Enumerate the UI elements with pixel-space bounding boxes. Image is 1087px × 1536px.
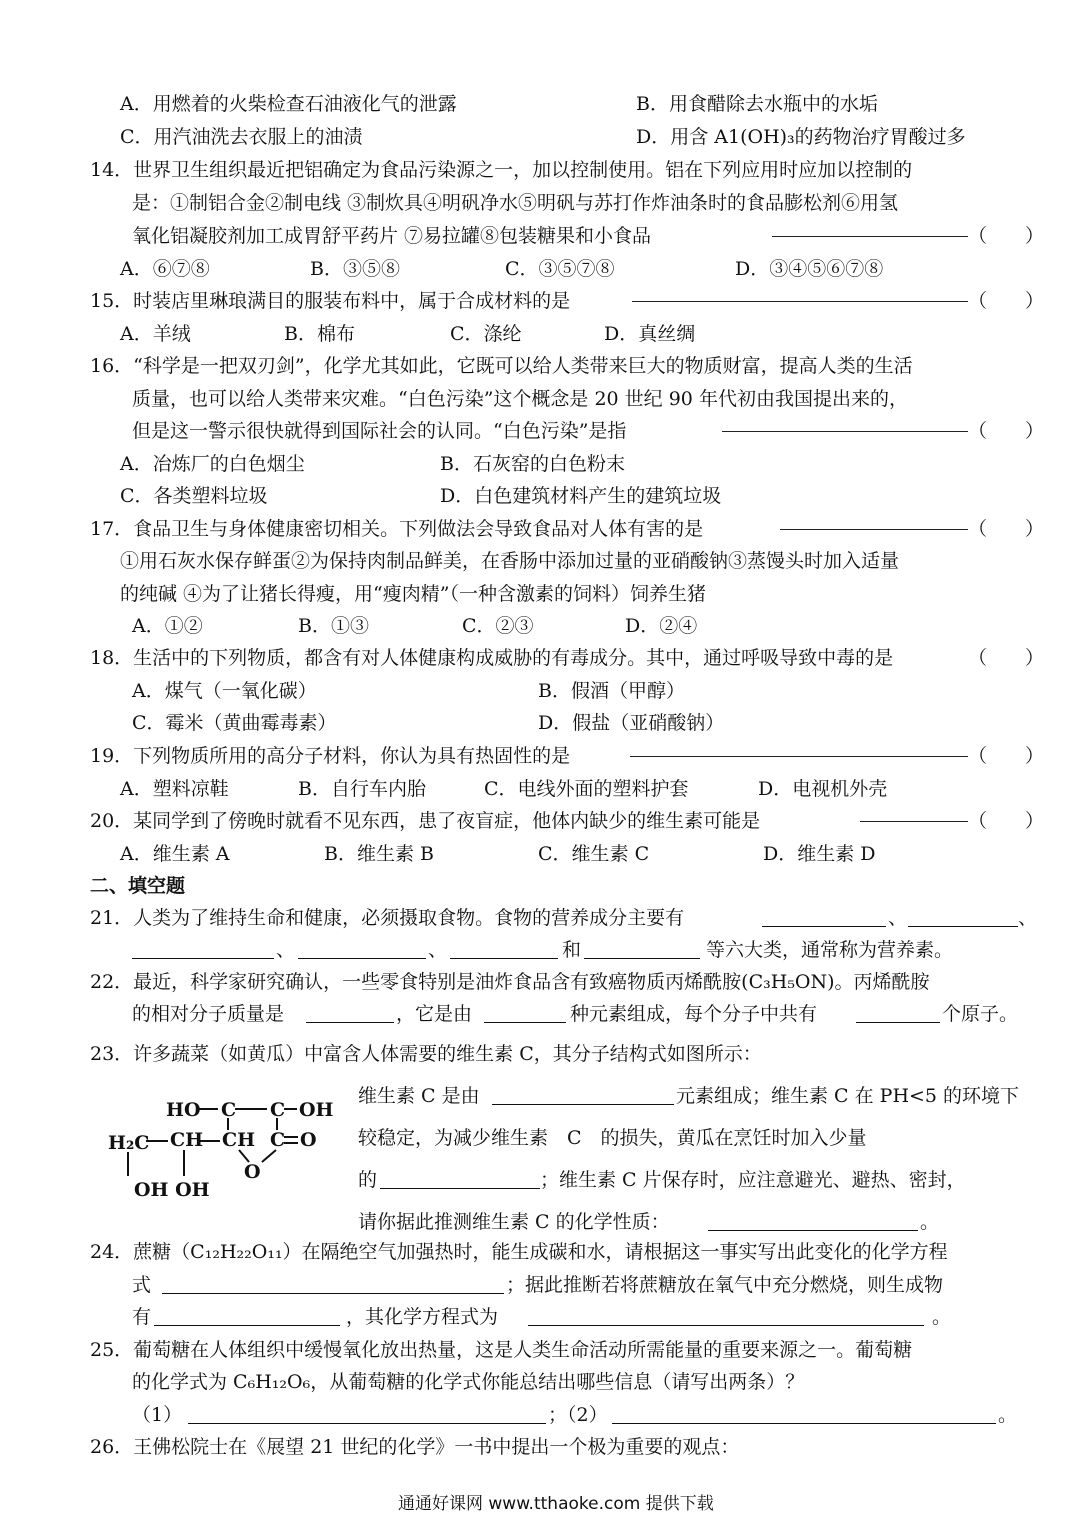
q25-text-1: （1）	[132, 1404, 183, 1426]
q23-line-1: 23．许多蔬菜（如黄瓜）中富含人体需要的维生素 C，其分子结构式如图所示：	[90, 1043, 762, 1065]
q16-option-a: A．冶炼厂的白色烟尘	[120, 453, 305, 475]
q22-blank-mass[interactable]	[306, 1022, 394, 1023]
q19-answer-paren[interactable]: （ ）	[968, 745, 1045, 767]
q17-answer-leader	[780, 529, 968, 530]
q21-line-1: 21．人类为了维持生命和健康，必须摄取食物。食物的营养成分主要有	[90, 907, 685, 929]
q24-blank-products[interactable]	[154, 1325, 340, 1326]
q18-line-1: 18．生活中的下列物质，都含有对人体健康构成威胁的有毒成分。其中，通过呼吸导致中毒的是	[90, 647, 894, 669]
q21-blank-4[interactable]	[298, 958, 426, 959]
q25-blank-2[interactable]	[612, 1423, 996, 1424]
q19-option-c: C．电线外面的塑料护套	[484, 778, 689, 800]
q19-answer-leader	[630, 756, 968, 757]
q20-option-d: D．维生素 D	[763, 843, 876, 865]
struct-c-upper-right: C	[270, 1099, 286, 1121]
q18-option-b: B．假酒（甲醇）	[538, 680, 685, 702]
q14-option-a: A．⑥⑦⑧	[120, 258, 210, 280]
q14-answer-leader	[772, 236, 968, 237]
q18-option-c: C．霉米（黄曲霉毒素）	[132, 712, 337, 734]
q17-line-3: 的纯碱 ④为了让猪长得瘦，用“瘦肉精”（一种含激素的饲料）饲养生猪	[120, 583, 706, 605]
q17-answer-paren[interactable]: （ ）	[968, 518, 1045, 540]
q13-option-c: C．用汽油洗去衣服上的油渍	[120, 126, 363, 148]
q14-line-1: 14．世界卫生组织最近把铝确定为食品污染源之一，加以控制使用。铝在下列应用时应加以控制的	[90, 159, 913, 181]
q20-option-a: A．维生素 A	[120, 843, 230, 865]
q14-option-b: B．③⑤⑧	[310, 258, 400, 280]
struct-c-carbonyl: C	[270, 1129, 286, 1151]
q25-text-2: ；（2）	[548, 1404, 608, 1426]
q21-blank-6[interactable]	[584, 958, 700, 959]
q24-text-2: ；据此推断若将蔗糖放在氧气中充分燃烧，则生成物	[506, 1274, 944, 1296]
q21-tail: 等六大类，通常称为营养素。	[706, 939, 954, 961]
q21-blank-2[interactable]	[908, 926, 1018, 927]
q25-text-3: 。	[998, 1404, 1018, 1426]
q16-line-3: 但是这一警示很快就得到国际社会的认同。“白色污染”是指	[132, 420, 627, 442]
q16-option-b: B．石灰窑的白色粉末	[440, 453, 625, 475]
q24-blank-equation-2[interactable]	[528, 1325, 924, 1326]
q22-text-3: 种元素组成，每个分子中共有	[570, 1003, 818, 1025]
struct-c-upper-left: C	[221, 1099, 237, 1121]
q24-text-1: 式	[132, 1274, 152, 1296]
q22-blank-atoms[interactable]	[856, 1022, 940, 1023]
q16-answer-paren[interactable]: （ ）	[968, 420, 1045, 442]
q15-answer-leader	[632, 301, 968, 302]
q16-option-c: C．各类塑料垃圾	[120, 485, 268, 507]
q25-line-1: 25．葡萄糖在人体组织中缓慢氧化放出热量，这是人类生命活动所需能量的重要来源之一。葡萄糖	[90, 1339, 913, 1361]
q17-line-2: ①用石灰水保存鲜蛋②为保持肉制品鲜美，在香肠中添加过量的亚硝酸钠③蒸馒头时加入适量	[120, 550, 900, 572]
q22-line-1: 22．最近，科学家研究确认，一些零食特别是油炸食品含有致癌物质丙烯酰胺(C₃H₅ON)。丙烯酰胺	[90, 971, 930, 993]
q16-line-2: 质量，也可以给人类带来灾难。“白色污染”这个概念是 20 世纪 90 年代初由我国提出来的，	[132, 388, 908, 410]
q19-option-b: B．自行车内胎	[298, 778, 426, 800]
q17-option-a: A．①②	[132, 615, 203, 637]
q23-text-1b: 元素组成；维生素 C 在 PH<5 的环境下	[676, 1085, 1020, 1107]
q18-option-a: A．煤气（一氧化碳）	[132, 680, 317, 702]
q24-blank-equation-1[interactable]	[162, 1293, 504, 1294]
q15-line-1: 15．时装店里琳琅满目的服装布料中，属于合成材料的是	[90, 290, 571, 312]
q23-text-4b: 。	[920, 1211, 940, 1233]
q14-answer-paren[interactable]: （ ）	[968, 225, 1045, 247]
vitamin-c-structure-diagram	[104, 1086, 354, 1216]
q23-text-4a: 请你据此推测维生素 C 的化学性质：	[358, 1211, 670, 1233]
q21-separator-3: 、	[276, 939, 296, 961]
q17-line-1: 17．食品卫生与身体健康密切相关。下列做法会导致食品对人体有害的是	[90, 518, 704, 540]
page-footer: 通通好课网 www.tthaoke.com 提供下载	[398, 1494, 714, 1514]
q24-text-4: ，其化学方程式为	[346, 1306, 499, 1328]
q20-option-b: B．维生素 B	[324, 843, 434, 865]
q24-line-1: 24．蔗糖（C₁₂H₂₂O₁₁）在隔绝空气加强热时，能生成碳和水，请根据这一事实写出此变化的化学方程	[90, 1241, 948, 1263]
struct-h2c: H₂C	[108, 1132, 150, 1154]
struct-ho-left: HO	[166, 1099, 201, 1121]
q23-text-1a: 维生素 C 是由	[358, 1085, 480, 1107]
struct-ch-left: CH	[170, 1129, 204, 1151]
q17-option-c: C．②③	[462, 615, 534, 637]
q14-line-3: 氧化铝凝胶剂加工成胃舒平药片 ⑦易拉罐⑧包装糖果和小食品	[132, 225, 652, 247]
q21-separator-4: 、	[428, 939, 448, 961]
q26-line-1: 26．王佛松院士在《展望 21 世纪的化学》一书中提出一个极为重要的观点：	[90, 1436, 740, 1458]
q22-blank-elements[interactable]	[484, 1022, 566, 1023]
q14-option-c: C．③⑤⑦⑧	[505, 258, 615, 280]
q18-option-d: D．假盐（亚硝酸钠）	[538, 712, 725, 734]
q16-answer-leader	[722, 431, 968, 432]
q23-blank-elements[interactable]	[492, 1104, 674, 1105]
q17-option-b: B．①③	[298, 615, 369, 637]
struct-ch-right: CH	[222, 1129, 256, 1151]
q15-option-c: C．涤纶	[450, 323, 522, 345]
q20-answer-leader	[860, 821, 968, 822]
q16-line-1: 16．“科学是一把双刃剑”，化学尤其如此，它既可以给人类带来巨大的物质财富，提高人类的生活	[90, 355, 913, 377]
q21-blank-1[interactable]	[762, 926, 886, 927]
q24-text-3: 有	[132, 1306, 152, 1328]
q17-option-d: D．②④	[625, 615, 698, 637]
q21-and: 和	[562, 939, 582, 961]
q15-option-b: B．棉布	[284, 323, 355, 345]
q21-blank-3[interactable]	[132, 958, 274, 959]
struct-o-ring: O	[244, 1161, 261, 1183]
q21-blank-5[interactable]	[450, 958, 558, 959]
q19-line-1: 19．下列物质所用的高分子材料，你认为具有热固性的是	[90, 745, 571, 767]
q14-option-d: D．③④⑤⑥⑦⑧	[735, 258, 884, 280]
q25-blank-1[interactable]	[188, 1423, 546, 1424]
q13-option-d: D．用含 A1(OH)₃的药物治疗胃酸过多	[636, 126, 966, 148]
section-heading-fill-in: 二、填空题	[90, 875, 186, 897]
q21-separator-2: 、	[1018, 907, 1038, 929]
q13-option-b: B．用食醋除去水瓶中的水垢	[636, 93, 878, 115]
q14-line-2: 是：①制铝合金②制电线 ③制炊具④明矾净水⑤明矾与苏打作炸油条时的食品膨松剂⑥用氢	[132, 192, 899, 214]
q13-option-a: A．用燃着的火柴检查石油液化气的泄露	[120, 93, 457, 115]
q19-option-a: A．塑料凉鞋	[120, 778, 229, 800]
q15-option-d: D．真丝绸	[604, 323, 696, 345]
q21-separator-1: 、	[888, 907, 908, 929]
q23-text-2: 较稳定，为减少维生素 C 的损失，黄瓜在烹饪时加入少量	[358, 1127, 867, 1149]
struct-oh-right: OH	[299, 1099, 334, 1121]
q22-text-4: 个原子。	[942, 1003, 1019, 1025]
q23-blank-property[interactable]	[708, 1230, 918, 1231]
q15-option-a: A．羊绒	[120, 323, 191, 345]
q20-answer-paren[interactable]: （ ）	[968, 810, 1045, 832]
q24-text-5: 。	[932, 1306, 952, 1328]
q22-text-2: ，它是由	[396, 1003, 473, 1025]
q20-line-1: 20．某同学到了傍晚时就看不见东西，患了夜盲症，他体内缺少的维生素可能是	[90, 810, 761, 832]
struct-o-carbonyl: O	[300, 1129, 317, 1151]
q22-text-1: 的相对分子质量是	[132, 1003, 285, 1025]
q23-blank-additive[interactable]	[380, 1188, 540, 1189]
struct-oh-oh: OH OH	[134, 1179, 210, 1201]
q20-option-c: C．维生素 C	[538, 843, 650, 865]
q15-answer-paren[interactable]: （ ）	[968, 290, 1045, 312]
q19-option-d: D．电视机外壳	[758, 778, 888, 800]
q25-line-2: 的化学式为 C₆H₁₂O₆，从葡萄糖的化学式你能总结出哪些信息（请写出两条）？	[132, 1371, 805, 1393]
q23-text-3b: ；维生素 C 片保存时，应注意避光、避热、密封，	[540, 1169, 966, 1191]
q18-answer-paren[interactable]: （ ）	[968, 647, 1045, 669]
q23-text-3a: 的	[358, 1169, 378, 1191]
q16-option-d: D．白色建筑材料产生的建筑垃圾	[440, 485, 722, 507]
